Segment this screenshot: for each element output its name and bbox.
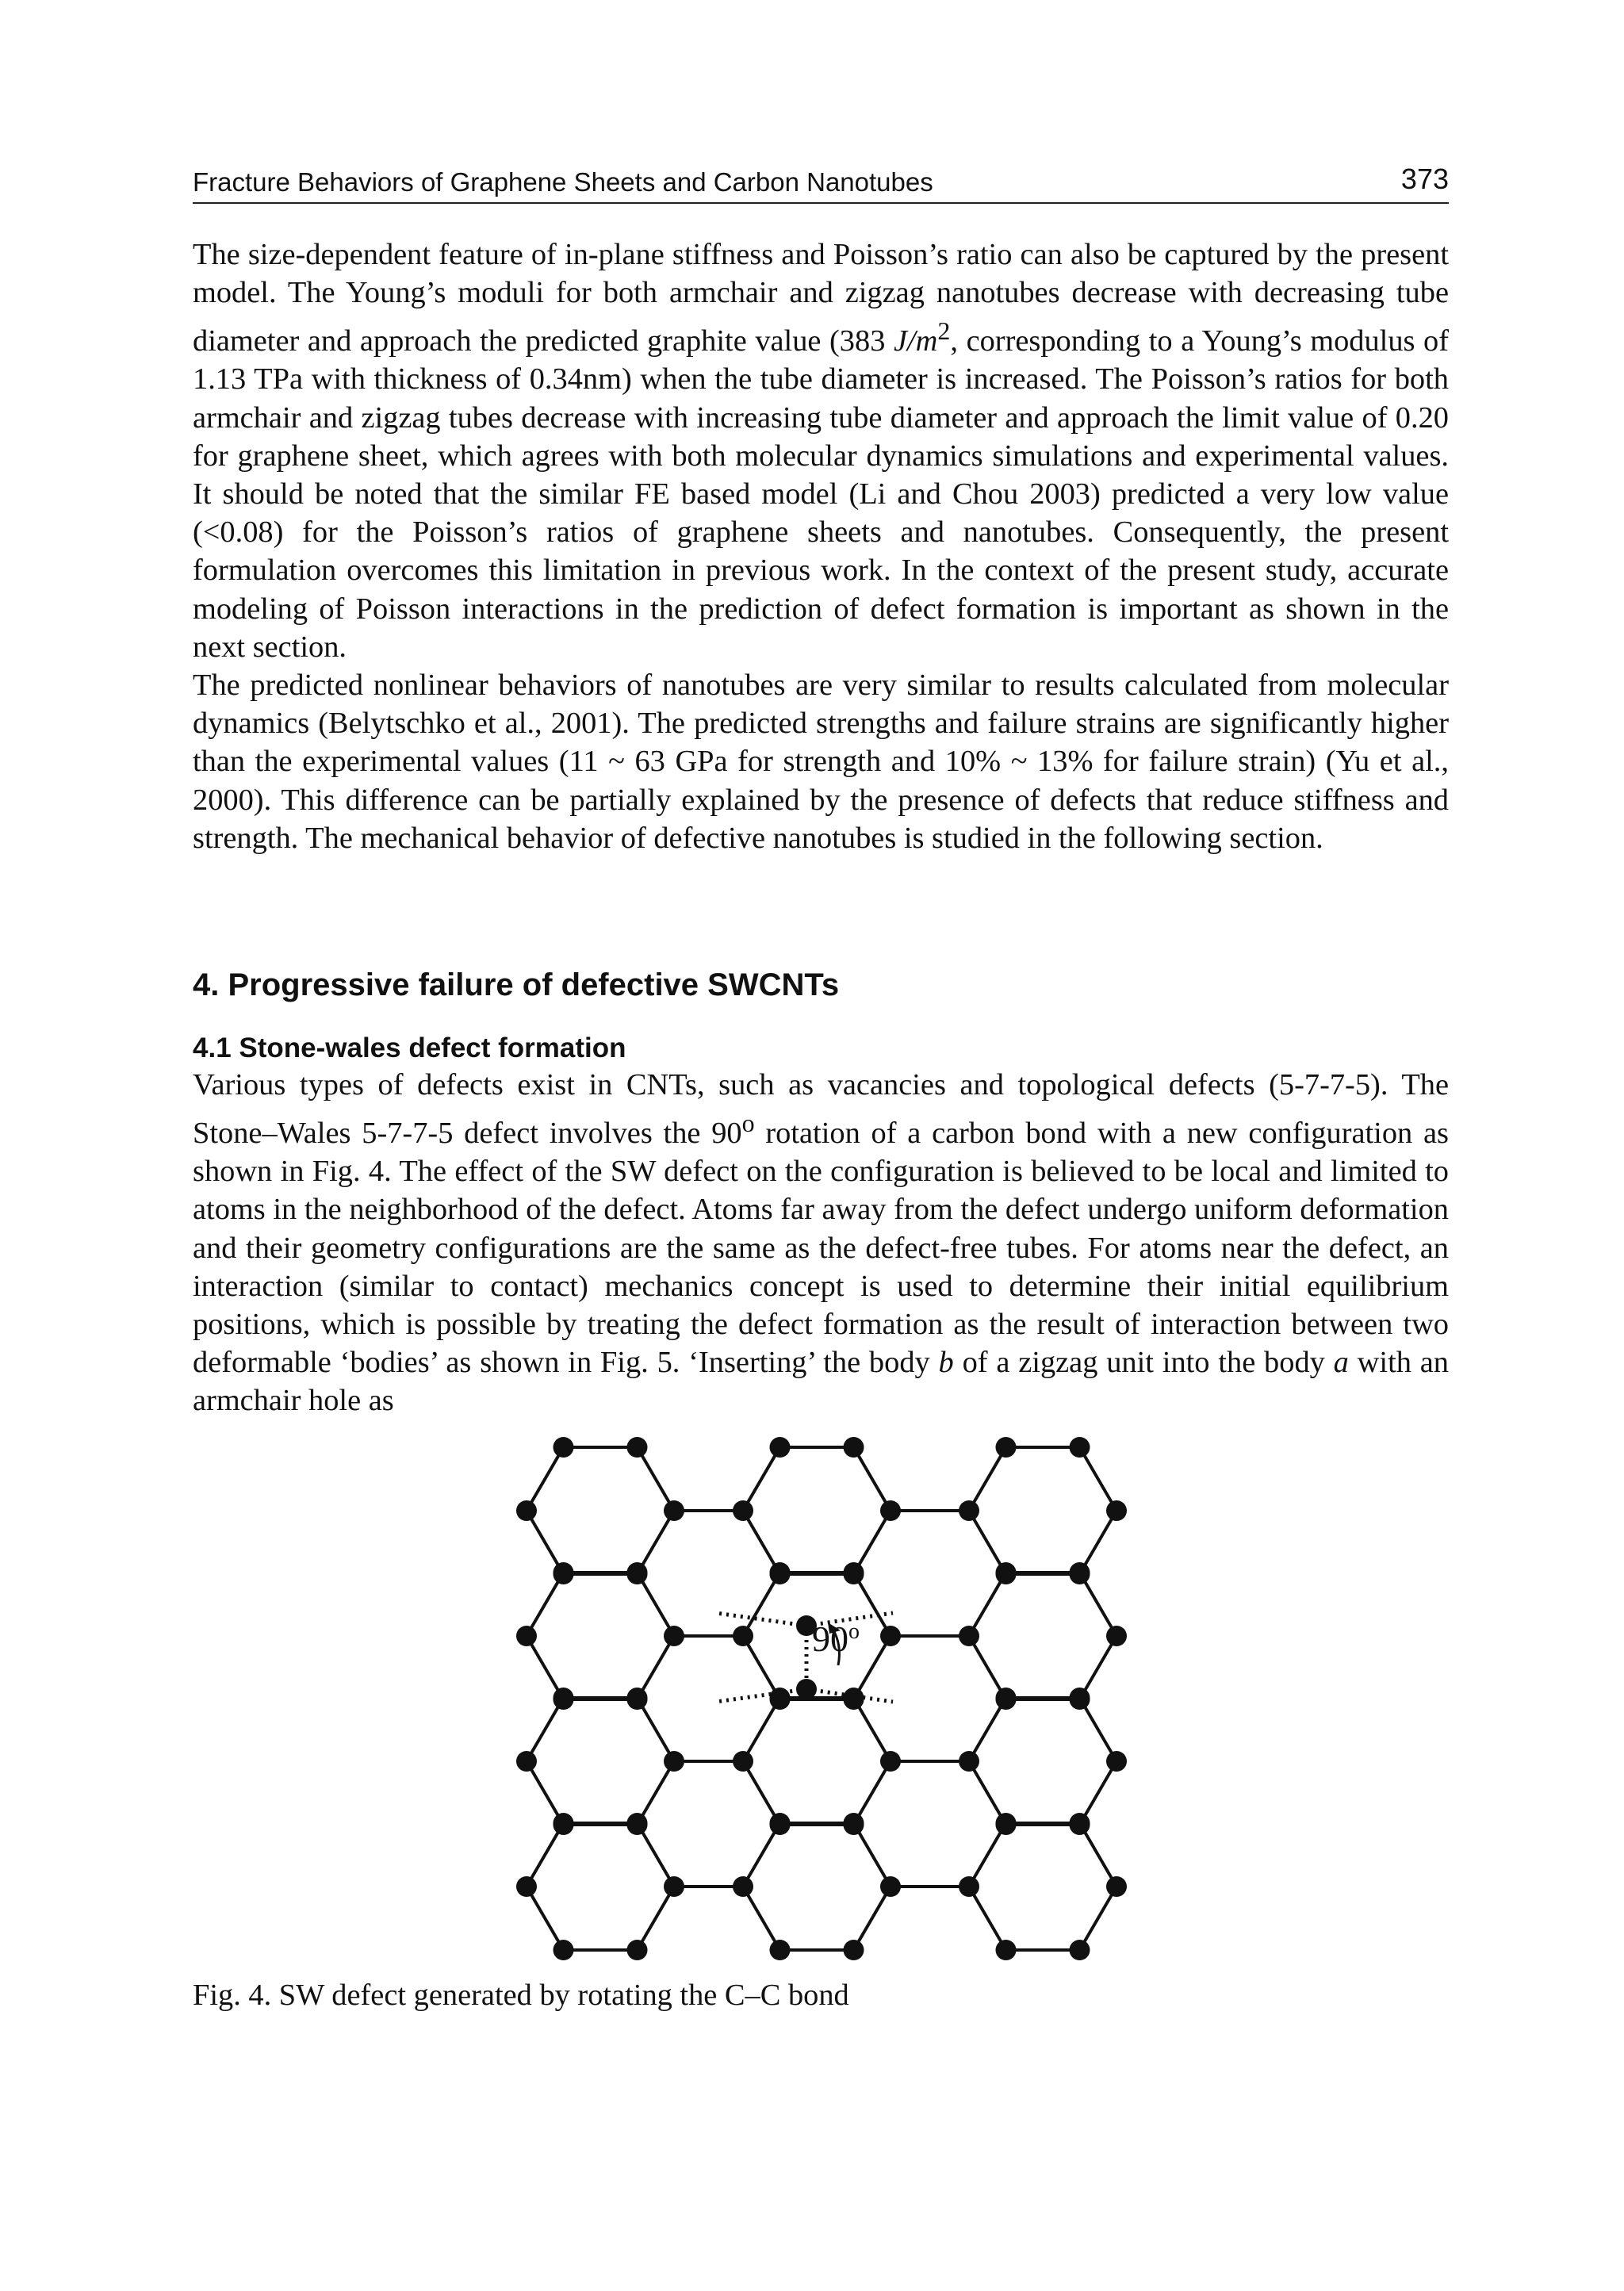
carbon-atom bbox=[996, 1688, 1017, 1708]
unit-superscript: 2 bbox=[937, 316, 951, 346]
carbon-atom bbox=[1070, 1562, 1090, 1583]
paragraph-defects-part-c: of a zigzag unit into the body bbox=[953, 1346, 1334, 1380]
carbon-atom bbox=[996, 1813, 1017, 1833]
carbon-atom bbox=[770, 1688, 791, 1708]
carbon-atom bbox=[627, 1940, 648, 1960]
carbon-atom bbox=[733, 1751, 753, 1772]
carbon-atom bbox=[796, 1679, 817, 1699]
paragraph-nonlinear: The predicted nonlinear behaviors of nanotubes are very similar to results calculated from molecular dynamics (Belytschko et al., 2001). The predicted strengths and failure strains are significantly higher than the experimental values (11 ~ 63 GPa for strength and 10% ~ 13% for failure strain) (Yu et al., 2000). This difference can be partially explained by the presence of defects that reduce stiffness and strength. The mechanical behavior of defective nanotubes is studied in the following section. bbox=[193, 669, 1449, 855]
degree-superscript: o bbox=[741, 1109, 755, 1138]
carbon-atom bbox=[770, 1562, 791, 1583]
carbon-atom bbox=[664, 1876, 684, 1897]
paragraph-stiffness-part-b: , corresponding to a Young’s modulus of 1.13 TPa with thickness of 0.34nm) when the tube diameter is increased. The Poisson’s ratios for both armchair and zigzag tubes decrease with increasing tube diameter and approach the limit value of 0.20 for graphene sheet, which agrees with both molecular dynamics simulations and experimental values. It should be noted that the similar FE based model (Li and Chou 2003) predicted a very low value (<0.08) for the Poisson’s ratios of graphene sheets and nanotubes. Consequently, the present formulation overcomes this limitation in previous work. In the context of the present study, accurate modeling of Poisson interactions in the prediction of defect formation is important as shown in the next section. bbox=[193, 324, 1450, 664]
carbon-atom bbox=[1070, 1813, 1090, 1833]
unit-j-per-m: J/m bbox=[893, 324, 938, 358]
carbon-atom bbox=[844, 1940, 864, 1960]
carbon-atom bbox=[770, 1813, 791, 1833]
bond-line bbox=[638, 1887, 675, 1950]
carbon-atom bbox=[664, 1500, 684, 1521]
carbon-atom bbox=[1070, 1437, 1090, 1458]
bond-line bbox=[969, 1887, 1006, 1950]
bond-line bbox=[743, 1447, 780, 1511]
carbon-atom bbox=[516, 1876, 537, 1897]
carbon-atom bbox=[733, 1876, 753, 1897]
carbon-atom bbox=[959, 1876, 979, 1897]
carbon-atom bbox=[733, 1626, 753, 1646]
angle-label: 90$^o$ bbox=[812, 1619, 860, 1659]
paragraph-stiffness bbox=[193, 236, 1449, 666]
carbon-atom bbox=[770, 1940, 791, 1960]
carbon-atom bbox=[996, 1940, 1017, 1960]
bond-line bbox=[527, 1887, 564, 1950]
carbon-atom bbox=[959, 1751, 979, 1772]
carbon-atom bbox=[1070, 1940, 1090, 1960]
variable-a: a bbox=[1333, 1346, 1349, 1380]
carbon-atom bbox=[627, 1562, 648, 1583]
bond-line bbox=[854, 1447, 891, 1511]
figure-caption: Fig. 4. SW defect generated by rotating the C–C bond bbox=[193, 1979, 849, 2012]
carbon-atom bbox=[880, 1751, 901, 1772]
body-text-top bbox=[193, 236, 1449, 857]
carbon-atom bbox=[1106, 1751, 1127, 1772]
figure-sw-defect bbox=[492, 1419, 1150, 1975]
section-heading: 4. Progressive failure of defective SWCNTs bbox=[193, 967, 840, 1002]
paragraph-stiffness-part-a: The size-dependent feature of in-plane stiffness and Poisson’s ratio can also be captured by the present model. The Young’s moduli for both armchair and zigzag nanotubes decrease with decreasing tube diameter and approach the predicted graphite value (383 bbox=[193, 238, 1449, 358]
carbon-atom bbox=[959, 1626, 979, 1646]
carbon-atom bbox=[553, 1562, 574, 1583]
dotted-bond bbox=[716, 1613, 806, 1626]
carbon-atom bbox=[880, 1626, 901, 1646]
running-header bbox=[193, 163, 1449, 204]
carbon-atom bbox=[844, 1562, 864, 1583]
carbon-atom bbox=[516, 1626, 537, 1646]
page-number: 373 bbox=[1400, 163, 1449, 195]
carbon-atom bbox=[733, 1500, 753, 1521]
paragraph-defects-part-b: rotation of a carbon bond with a new configuration as shown in Fig. 4. The effect of the SW defect on the configuration is believed to be local and limited to atoms in the neighborhood of the defect. Atoms far away from the defect undergo uniform deformation and their geometry configurations are the same as the defect-free tubes. For atoms near the defect, an interaction (similar to contact) mechanics concept is used to determine their initial equilibrium positions, which is possible by treating the defect formation as the result of interaction between two deformable ‘bodies’ as shown in Fig. 5. ‘Inserting’ the body bbox=[193, 1117, 1449, 1380]
subsection-heading: 4.1 Stone-wales defect formation bbox=[193, 1032, 626, 1063]
paragraph-defects bbox=[193, 1066, 1449, 1420]
carbon-atom bbox=[627, 1813, 648, 1833]
carbon-atom bbox=[664, 1626, 684, 1646]
carbon-atom bbox=[553, 1437, 574, 1458]
carbon-atom bbox=[844, 1688, 864, 1708]
running-title: Fracture Behaviors of Graphene Sheets and Carbon Nanotubes bbox=[193, 167, 933, 197]
carbon-atom bbox=[996, 1562, 1017, 1583]
carbon-atom bbox=[627, 1688, 648, 1708]
graphene-lattice-diagram bbox=[492, 1419, 1150, 1975]
bond-line bbox=[1080, 1447, 1117, 1511]
body-text-bottom bbox=[193, 1066, 1449, 1420]
carbon-atom bbox=[880, 1500, 901, 1521]
bond-lines bbox=[527, 1447, 1116, 1950]
variable-b: b bbox=[938, 1346, 954, 1380]
bond-line bbox=[638, 1447, 675, 1511]
carbon-atom bbox=[880, 1876, 901, 1897]
paragraph-defects-part-a: Various types of defects exist in CNTs, such as vacancies and topological defects (5-7-7-5). The Stone–Wales 5-7-7-5 defect involves the 90 bbox=[193, 1068, 1449, 1150]
carbon-atom bbox=[1106, 1876, 1127, 1897]
carbon-atom bbox=[844, 1437, 864, 1458]
bond-line bbox=[743, 1887, 780, 1950]
bond-line bbox=[969, 1447, 1006, 1511]
carbon-atom bbox=[553, 1688, 574, 1708]
carbon-atom bbox=[770, 1437, 791, 1458]
bond-line bbox=[1080, 1887, 1117, 1950]
carbon-atom bbox=[553, 1940, 574, 1960]
carbon-atom bbox=[516, 1751, 537, 1772]
carbon-atom bbox=[553, 1813, 574, 1833]
carbon-atom bbox=[664, 1751, 684, 1772]
carbon-atom bbox=[627, 1437, 648, 1458]
bond-line bbox=[854, 1887, 891, 1950]
carbon-atom bbox=[959, 1500, 979, 1521]
paragraph-defects-part-d: with an armchair hole as bbox=[193, 1346, 1449, 1418]
carbon-atom bbox=[844, 1813, 864, 1833]
carbon-atom bbox=[1106, 1626, 1127, 1646]
carbon-atom bbox=[516, 1500, 537, 1521]
carbon-atom bbox=[996, 1437, 1017, 1458]
carbon-atom bbox=[1070, 1688, 1090, 1708]
carbon-atom bbox=[1106, 1500, 1127, 1521]
bond-line bbox=[527, 1447, 564, 1511]
